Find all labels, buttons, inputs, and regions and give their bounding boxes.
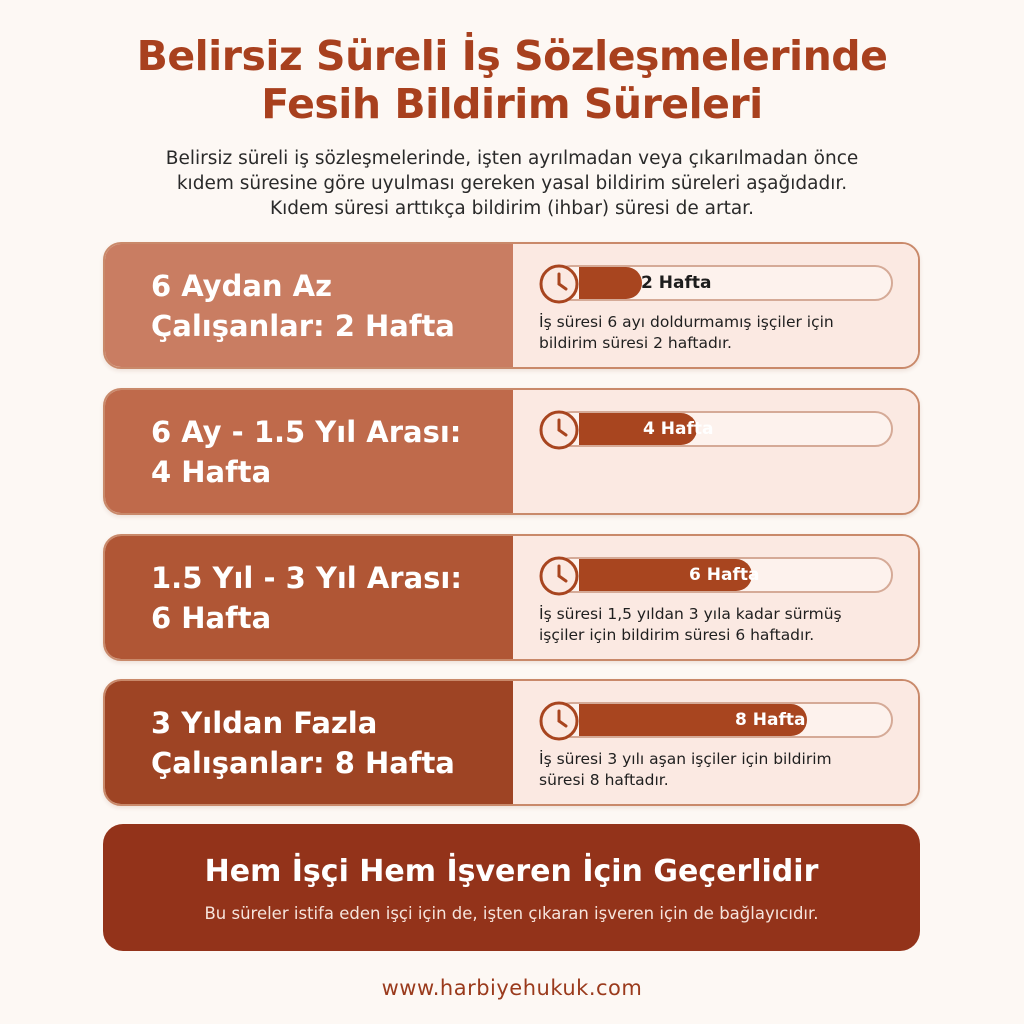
subtitle-line: Belirsiz süreli iş sözleşmelerinde, işten ayrılmadan veya çıkarılmadan önce	[165, 148, 859, 169]
description-line: bildirim süresi 2 haftadır.	[539, 334, 732, 352]
card-heading	[105, 390, 513, 513]
page-title-line2: Fesih Bildirim Süreleri	[261, 80, 763, 128]
validity-banner	[103, 824, 920, 951]
card-description	[539, 604, 919, 646]
banner-subtitle: Bu süreler istifa eden işçi için de, işten çıkaran işveren için de bağlayıcıdır.	[204, 904, 819, 923]
duration-label: 2 Hafta	[641, 273, 712, 293]
description-line: İş süresi 1,5 yıldan 3 yıla kadar sürmüş	[539, 605, 842, 623]
description-line: İş süresi 6 ayı doldurmamış işçiler için	[539, 313, 834, 331]
notice-card-4	[103, 679, 920, 806]
description-line: İş süresi 3 yılı aşan işçiler için bildirim	[539, 750, 832, 768]
card-heading	[105, 681, 513, 804]
description-line: işçiler için bildirim süresi 6 haftadır.	[539, 626, 815, 644]
card-heading-line1: 3 Yıldan Fazla	[151, 705, 378, 740]
card-detail	[513, 244, 918, 367]
clock-icon	[539, 410, 579, 450]
card-heading-line2: 4 Hafta	[151, 454, 272, 489]
duration-label: 6 Hafta	[689, 565, 760, 585]
duration-label: 8 Hafta	[735, 710, 806, 730]
card-heading-line1: 6 Aydan Az	[151, 268, 332, 303]
card-detail	[513, 536, 918, 659]
card-heading-line1: 6 Ay - 1.5 Yıl Arası:	[151, 414, 462, 449]
clock-icon	[539, 701, 579, 741]
notice-card-2	[103, 388, 920, 515]
card-description	[539, 312, 919, 354]
card-detail	[513, 681, 918, 804]
notice-card-1	[103, 242, 920, 369]
duration-fill	[579, 267, 642, 299]
page-title-line1: Belirsiz Süreli İş Sözleşmelerinde	[136, 32, 888, 80]
card-detail	[513, 390, 918, 513]
subtitle-line: Kıdem süresi arttıkça bildirim (ihbar) süresi de artar.	[270, 198, 754, 219]
page-title	[0, 32, 1024, 128]
card-heading	[105, 244, 513, 367]
banner-title: Hem İşçi Hem İşveren İçin Geçerlidir	[204, 854, 819, 889]
card-heading	[105, 536, 513, 659]
website-link[interactable]: www.harbiyehukuk.com	[381, 976, 643, 1000]
page-subtitle	[0, 146, 1024, 221]
description-line: süresi 8 haftadır.	[539, 771, 669, 789]
subtitle-line: kıdem süresine göre uyulması gereken yasal bildirim süreleri aşağıdadır.	[176, 173, 848, 194]
card-heading-line2: Çalışanlar: 2 Hafta	[151, 308, 455, 343]
card-heading-line1: 1.5 Yıl - 3 Yıl Arası:	[151, 560, 462, 595]
card-heading-line2: Çalışanlar: 8 Hafta	[151, 745, 455, 780]
clock-icon	[539, 556, 579, 596]
clock-icon	[539, 264, 579, 304]
card-heading-line2: 6 Hafta	[151, 600, 272, 635]
notice-card-3	[103, 534, 920, 661]
card-description	[539, 749, 919, 791]
duration-label: 4 Hafta	[643, 419, 714, 439]
